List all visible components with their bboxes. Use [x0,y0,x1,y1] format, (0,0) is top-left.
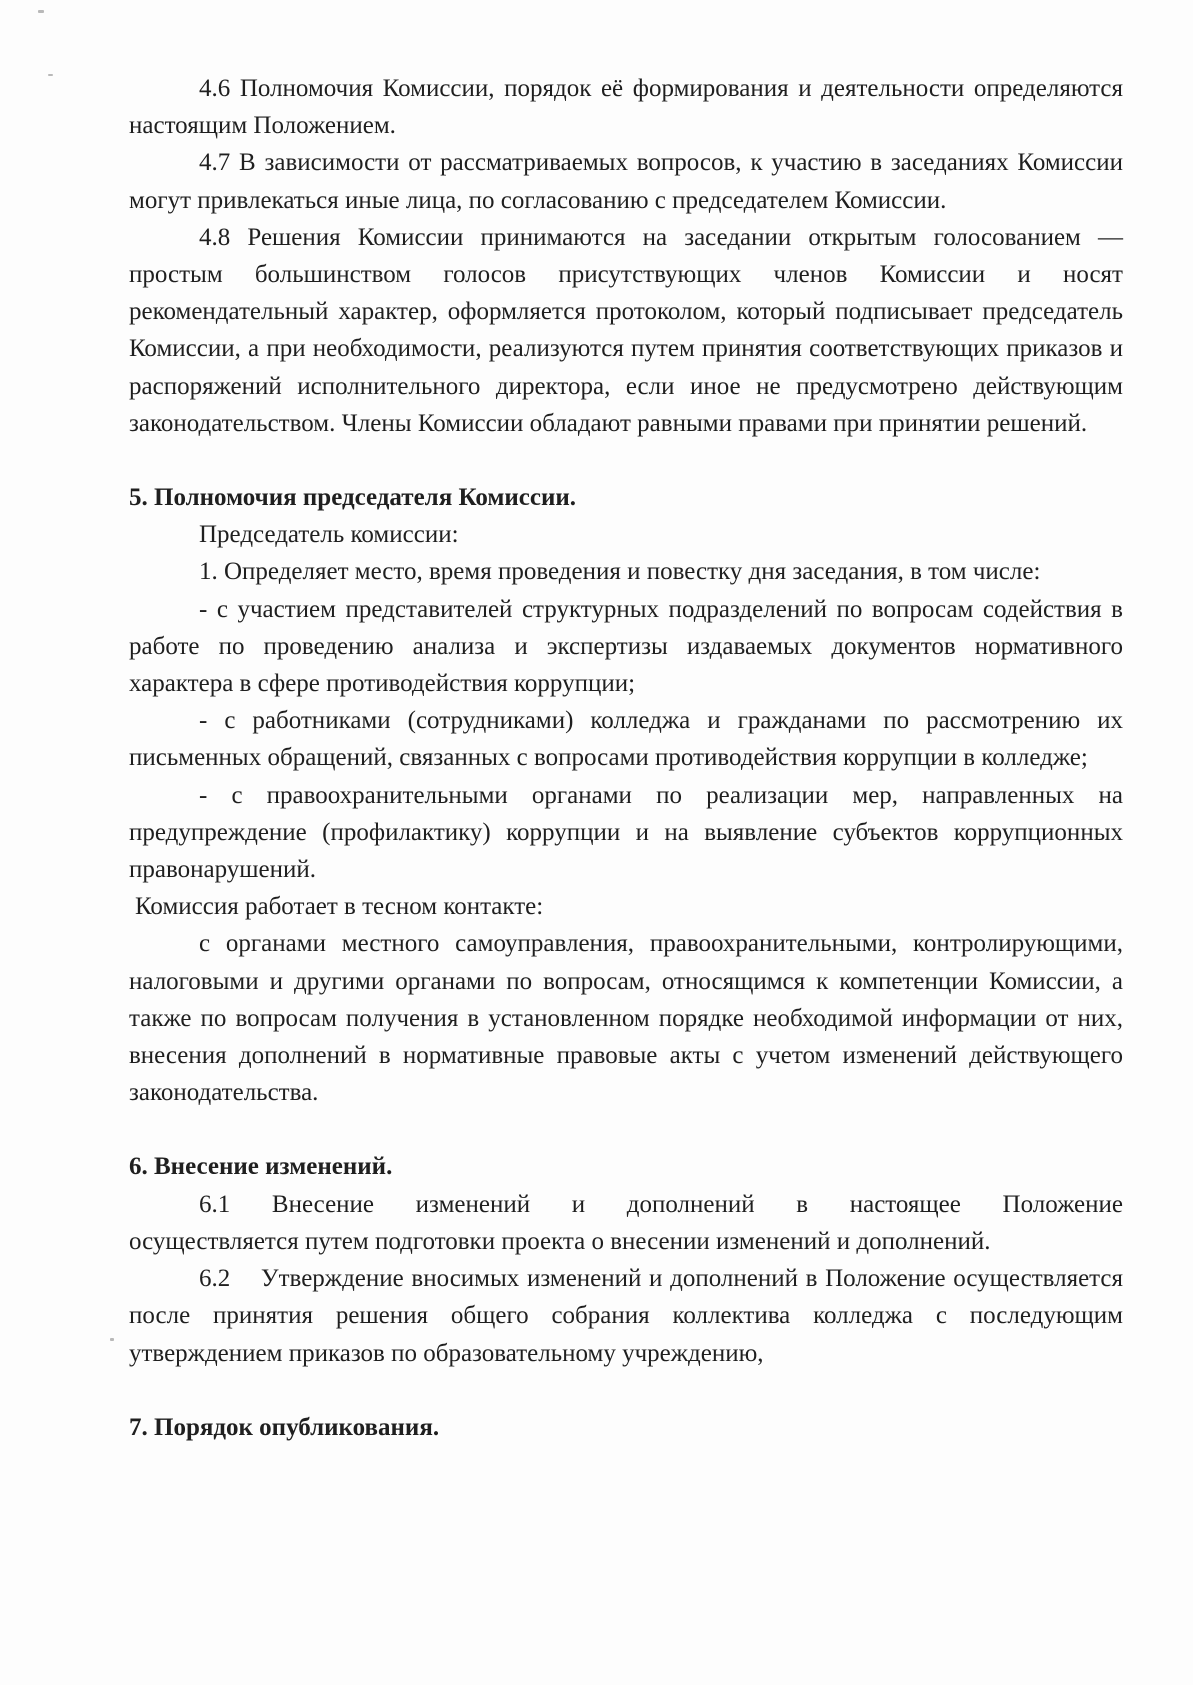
contact-intro: Комиссия работает в тесном контакте: [135,893,544,921]
section-gap [129,1372,1123,1409]
document-body [129,70,1130,1446]
scan-speck [48,74,53,76]
scan-speck [38,10,44,13]
section-7-heading: 7. Порядок опубликования. [129,1413,440,1441]
paragraph-4-8: 4.8 Решения Комиссии принимаются на заседании открытым голосованием —простым большинством голосов присутствующих членов Комиссии и носят рекомендательный характер, оформляется протоколом, который подписывает председатель Комиссии, а при необходимости, реализуются путем принятия соответствующих приказов и распоряжений исполнительного директора, если иное не предусмотрено действующим законодательством. Члены Комиссии обладают равными правами при принятии решений. [129,223,1123,437]
section-5-heading: 5. Полномочия председателя Комиссии. [129,484,577,512]
chair-item-1: 1. Определяет место, время проведения и повестку дня заседания, в том числе: [199,558,1041,586]
section-gap [129,442,1123,479]
paragraph-4-6: 4.6 Полномочия Комиссии, порядок её формирования и деятельности определяются настоящим Положением. [129,75,1123,140]
section-6-heading: 6. Внесение изменений. [129,1153,393,1181]
chair-dash-2: - с работниками (сотрудниками) колледжа и гражданами по рассмотрению их письменных обращений, связанных с вопросами противодействия коррупции в колледже; [129,707,1123,772]
paragraph-4-7: 4.7 В зависимости от рассматриваемых вопросов, к участию в заседаниях Комиссии могут привлекаться иные лица, по согласованию с председателем Комиссии. [129,149,1123,214]
section-gap [129,1111,1123,1148]
scan-speck [110,1338,114,1341]
chair-dash-1: - с участием представителей структурных подразделений по вопросам содействия в работе по проведению анализа и экспертизы издаваемых документов нормативного характера в сфере противодействия коррупции; [129,595,1123,698]
paragraph-6-1: 6.1 Внесение изменений и дополнений в настоящее Положение осуществляется путем подготовки проекта о внесении изменений и дополнений. [129,1190,1130,1255]
chair-dash-3: - с правоохранительными органами по реализации мер, направленных на предупреждение (профилактику) коррупции и на выявление субъектов коррупционных правонарушений. [129,781,1123,884]
chair-intro: Председатель комиссии: [199,521,459,549]
contact-body: с органами местного самоуправления, правоохранительными, контролирующими, налоговыми и другими органами по вопросам, относящимся к компетенции Комиссии, а также по вопросам получения в установленном порядке необходимой информации от них, внесения дополнений в нормативные правовые акты с учетом изменений действующего законодательства. [129,930,1123,1107]
paragraph-6-2: 6.2 Утверждение вносимых изменений и дополнений в Положение осуществляется после принятия решения общего собрания коллектива колледжа с последующим утверждением приказов по образовательному учреждению, [129,1265,1130,1367]
